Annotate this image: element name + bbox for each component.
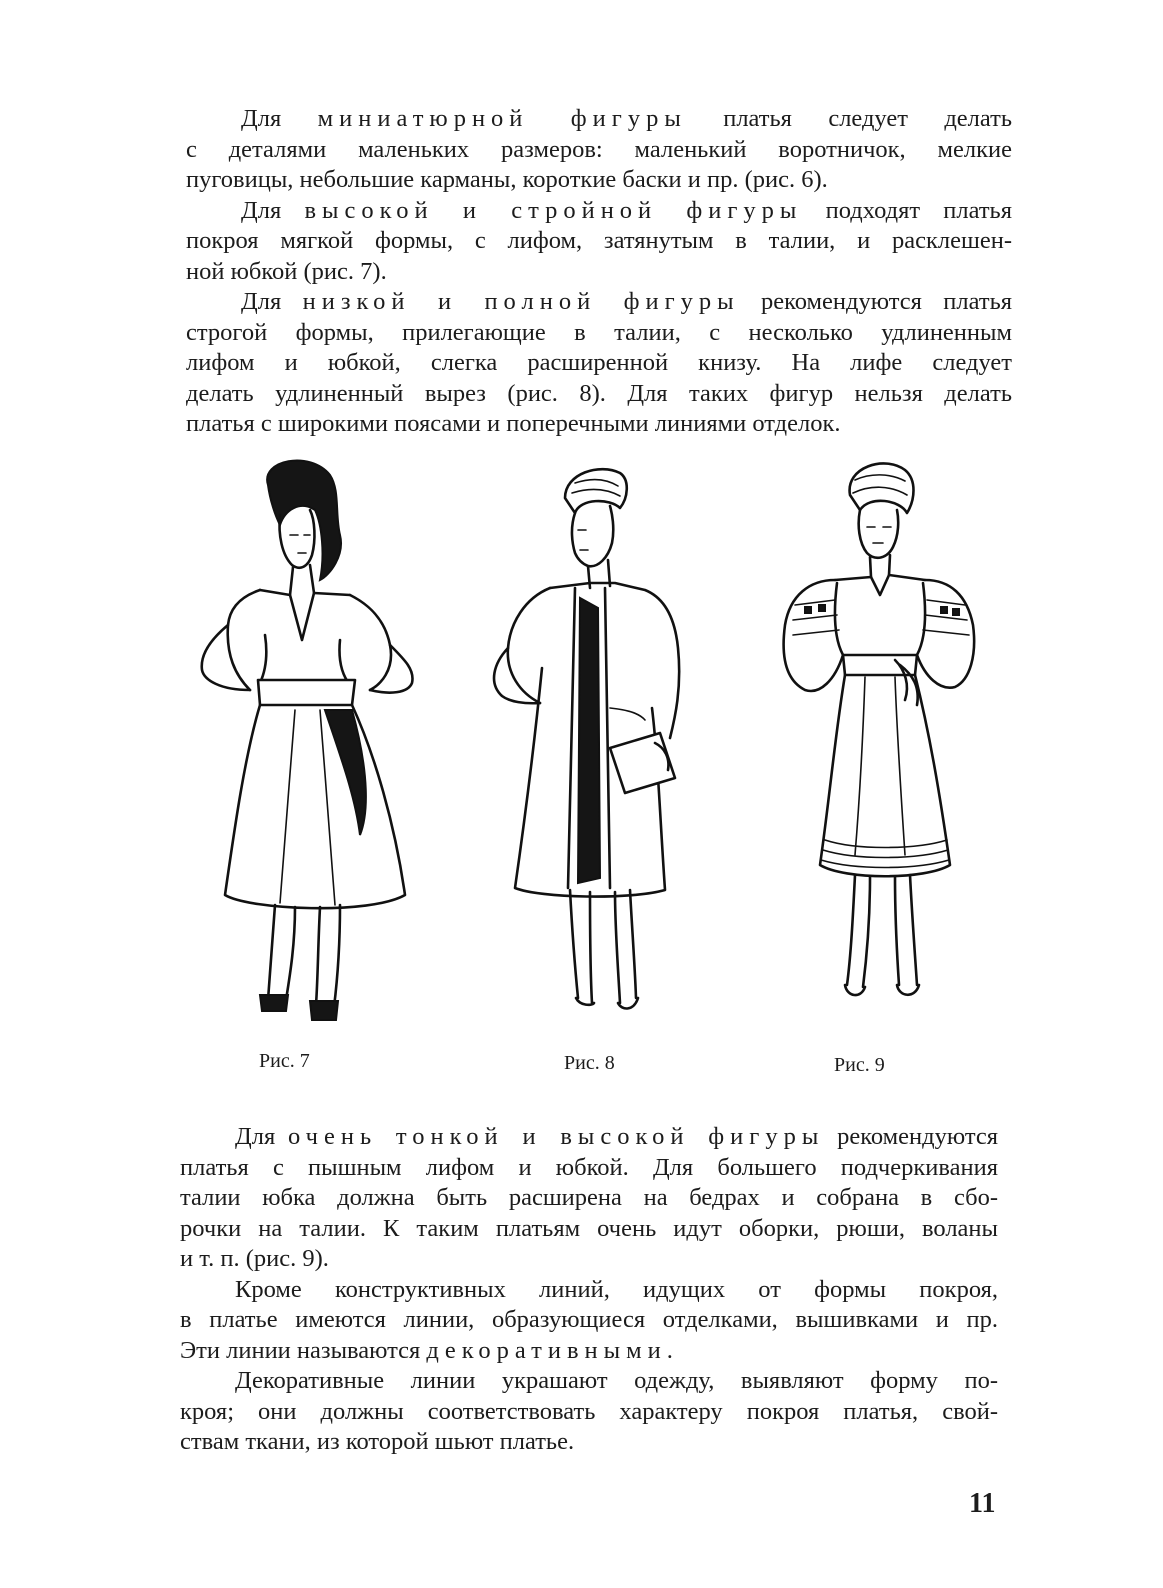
text-line: платья с широкими поясами и поперечными линиями отделок. <box>186 410 841 437</box>
bottom-text-block <box>180 1122 998 1458</box>
paragraph-short-figure <box>186 287 1012 440</box>
paragraph-tall-figure <box>186 196 1012 288</box>
paragraph-lead: Для <box>241 105 282 132</box>
spaced-term: высокой и стройной фигуры <box>304 196 803 224</box>
paragraph-lead: Для <box>235 1123 276 1150</box>
paragraph-lead: Для <box>241 196 282 224</box>
text-line: с деталями маленьких размеров: маленький воротничок, мелкие <box>186 135 1012 163</box>
text-line: рекомендуются <box>837 1123 999 1150</box>
text-line: платья с пышным лифом и юбкой. Для большего подчеркивания <box>180 1153 998 1181</box>
woman-dress-figure-icon <box>190 455 430 1025</box>
figure-caption-8: Рис. 8 <box>564 1052 615 1074</box>
spaced-term: декоративными. <box>426 1336 679 1364</box>
figure-caption-7: Рис. 7 <box>259 1050 310 1072</box>
text-line: делать удлиненный вырез (рис. 8). Для таких фигур нельзя делать <box>186 379 1012 407</box>
spaced-term: миниатюрной фигуры <box>317 105 687 132</box>
paragraph-thin-figure <box>180 1122 998 1275</box>
text-line: и т. п. (рис. 9). <box>180 1245 329 1272</box>
text-line: рочки на талии. К таким платьям очень идут оборки, рюши, воланы <box>180 1214 998 1242</box>
spaced-term: очень тонкой и высокой фигуры <box>288 1123 825 1150</box>
woman-embroidered-dress-figure-icon <box>755 455 995 1025</box>
paragraph-decorative-lines <box>180 1275 998 1367</box>
paragraph-decorative-purpose <box>180 1366 998 1458</box>
text-line: подходят платья <box>825 196 1013 224</box>
text-line: Кроме конструктивных линий, идущих от формы покроя, <box>235 1275 998 1303</box>
top-text-block <box>186 104 1012 440</box>
text-line: ной юбкой (рис. 7). <box>186 257 387 285</box>
text-line: платья следует делать <box>723 105 1013 132</box>
spaced-term: низкой и полной фигуры <box>302 288 740 315</box>
text-line: Эти линии называются <box>180 1336 421 1364</box>
woman-coat-figure-icon <box>480 458 710 1028</box>
text-line: лифом и юбкой, слегка расширенной книзу. На лифе следует <box>186 349 1012 376</box>
text-line: строгой формы, прилегающие в талии, с несколько удлиненным <box>186 318 1012 346</box>
paragraph-lead: Для <box>241 288 282 315</box>
paragraph-miniature-figure <box>186 104 1012 196</box>
figure-caption-9: Рис. 9 <box>834 1054 885 1076</box>
text-line: ствам ткани, из которой шьют платье. <box>180 1428 575 1455</box>
text-line: кроя; они должны соответствовать характеру покроя платья, свой- <box>180 1397 998 1425</box>
text-line: покроя мягкой формы, с лифом, затянутым в талии, и расклешен- <box>186 227 1012 254</box>
text-line: пуговицы, небольшие карманы, короткие баски и пр. (рис. 6). <box>186 166 828 193</box>
text-line: рекомендуются платья <box>760 288 1013 315</box>
text-line: Декоративные линии украшают одежду, выявляют форму по- <box>235 1367 998 1394</box>
text-line: в платье имеются линии, образующиеся отделками, вышивками и пр. <box>180 1306 998 1333</box>
text-line: талии юбка должна быть расширена на бедрах и собрана в сбо- <box>180 1184 998 1211</box>
page-number: 11 <box>969 1488 996 1519</box>
